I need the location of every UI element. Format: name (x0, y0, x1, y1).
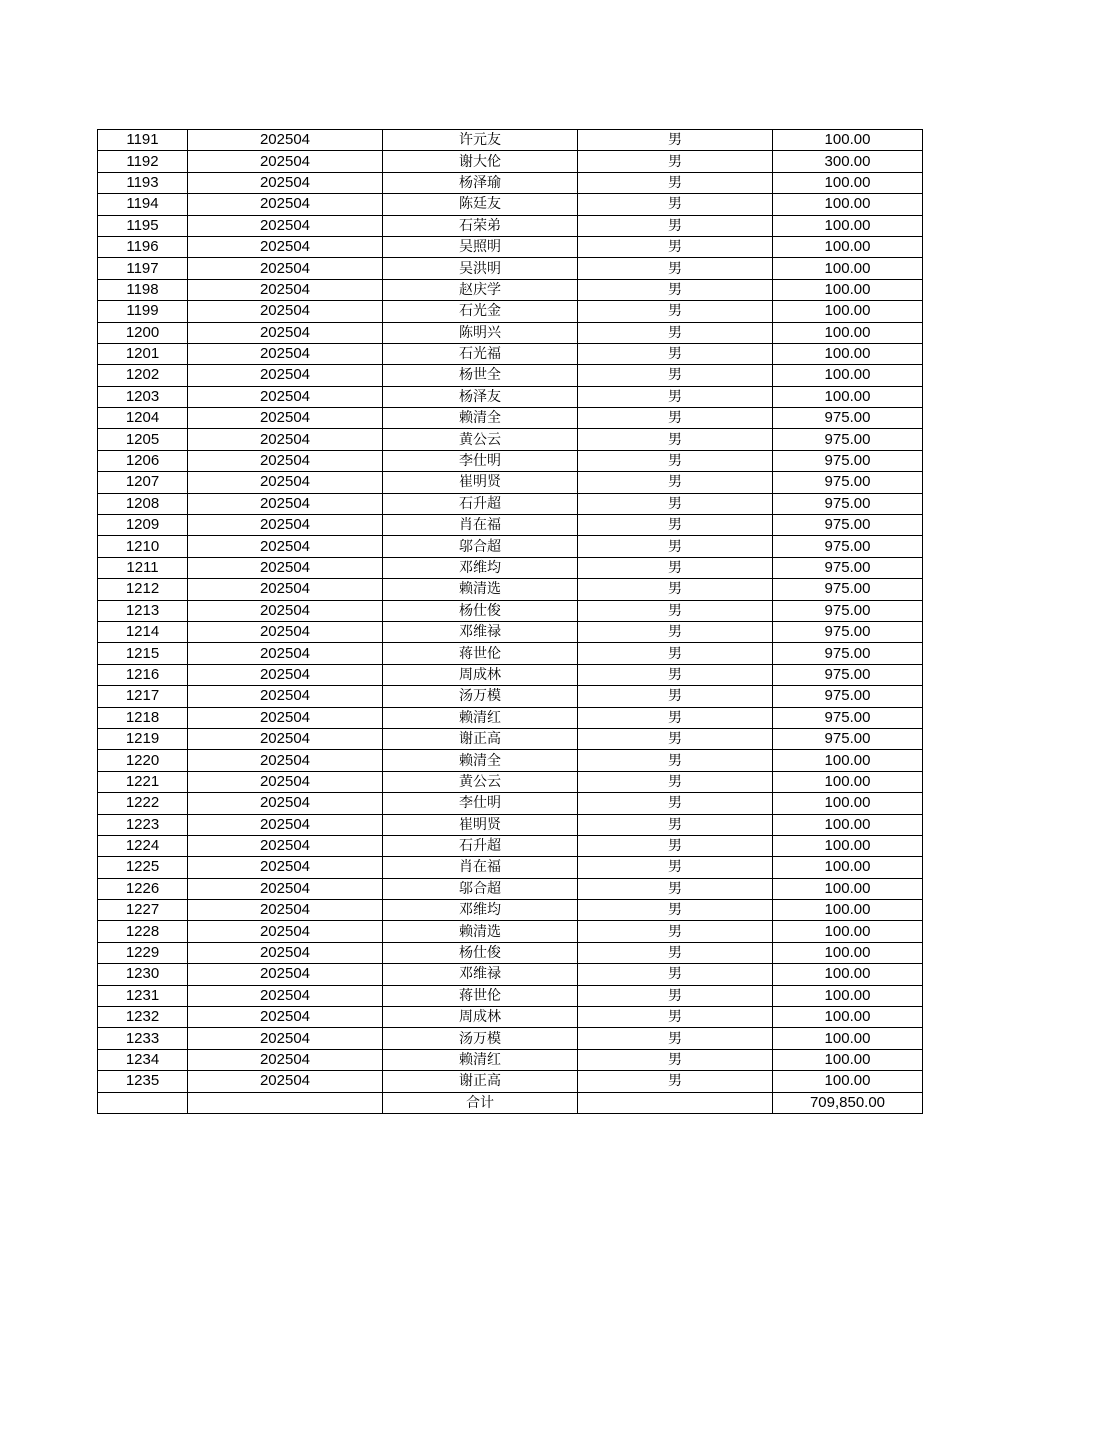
row-period: 202504 (188, 194, 383, 215)
row-period: 202504 (188, 236, 383, 257)
row-name: 黄公云 (383, 771, 578, 792)
table-row (98, 750, 923, 771)
row-amount: 100.00 (773, 793, 923, 814)
row-name: 赵庆学 (383, 279, 578, 300)
row-amount: 100.00 (773, 835, 923, 856)
row-index: 1207 (98, 472, 188, 493)
row-index: 1220 (98, 750, 188, 771)
row-period: 202504 (188, 386, 383, 407)
row-name: 蒋世伦 (383, 643, 578, 664)
payment-table (97, 129, 923, 1114)
row-period: 202504 (188, 343, 383, 364)
row-index: 1229 (98, 942, 188, 963)
table-row (98, 579, 923, 600)
table-row (98, 365, 923, 386)
row-index: 1232 (98, 1007, 188, 1028)
row-period: 202504 (188, 707, 383, 728)
row-period: 202504 (188, 365, 383, 386)
table-row (98, 301, 923, 322)
row-gender: 男 (578, 664, 773, 685)
row-period: 202504 (188, 450, 383, 471)
row-amount: 975.00 (773, 707, 923, 728)
row-gender: 男 (578, 900, 773, 921)
row-index: 1206 (98, 450, 188, 471)
table-row (98, 172, 923, 193)
table-body (98, 130, 923, 1093)
row-amount: 975.00 (773, 450, 923, 471)
row-period: 202504 (188, 878, 383, 899)
row-name: 石光金 (383, 301, 578, 322)
row-name: 邓维均 (383, 557, 578, 578)
row-name: 邓维均 (383, 900, 578, 921)
row-gender: 男 (578, 365, 773, 386)
row-name: 汤万模 (383, 686, 578, 707)
row-period: 202504 (188, 771, 383, 792)
row-amount: 975.00 (773, 472, 923, 493)
table-row (98, 964, 923, 985)
row-index: 1230 (98, 964, 188, 985)
table-row (98, 707, 923, 728)
row-period: 202504 (188, 1071, 383, 1092)
row-amount: 975.00 (773, 686, 923, 707)
row-index: 1228 (98, 921, 188, 942)
row-name: 吴洪明 (383, 258, 578, 279)
row-amount: 975.00 (773, 493, 923, 514)
row-period: 202504 (188, 322, 383, 343)
row-amount: 975.00 (773, 664, 923, 685)
table-row (98, 1049, 923, 1070)
row-period: 202504 (188, 279, 383, 300)
table-row (98, 429, 923, 450)
row-index: 1195 (98, 215, 188, 236)
row-amount: 975.00 (773, 557, 923, 578)
row-gender: 男 (578, 579, 773, 600)
row-amount: 100.00 (773, 964, 923, 985)
row-index: 1227 (98, 900, 188, 921)
row-gender: 男 (578, 130, 773, 151)
row-name: 崔明贤 (383, 814, 578, 835)
row-gender: 男 (578, 194, 773, 215)
row-gender: 男 (578, 1049, 773, 1070)
row-name: 石光福 (383, 343, 578, 364)
table-row (98, 921, 923, 942)
row-gender: 男 (578, 878, 773, 899)
row-amount: 975.00 (773, 728, 923, 749)
row-index: 1191 (98, 130, 188, 151)
table-row (98, 472, 923, 493)
row-gender: 男 (578, 1071, 773, 1092)
row-index: 1196 (98, 236, 188, 257)
row-gender: 男 (578, 236, 773, 257)
row-gender: 男 (578, 493, 773, 514)
row-period: 202504 (188, 643, 383, 664)
row-period: 202504 (188, 750, 383, 771)
table-row (98, 408, 923, 429)
row-index: 1199 (98, 301, 188, 322)
row-amount: 100.00 (773, 1007, 923, 1028)
row-gender: 男 (578, 835, 773, 856)
row-index: 1225 (98, 857, 188, 878)
row-gender: 男 (578, 728, 773, 749)
row-name: 邬合超 (383, 878, 578, 899)
row-name: 许元友 (383, 130, 578, 151)
row-amount: 975.00 (773, 408, 923, 429)
row-gender: 男 (578, 258, 773, 279)
table-row (98, 793, 923, 814)
row-amount: 975.00 (773, 429, 923, 450)
row-period: 202504 (188, 172, 383, 193)
row-index: 1201 (98, 343, 188, 364)
row-period: 202504 (188, 985, 383, 1006)
row-gender: 男 (578, 279, 773, 300)
row-amount: 100.00 (773, 857, 923, 878)
row-amount: 100.00 (773, 236, 923, 257)
row-period: 202504 (188, 900, 383, 921)
row-index: 1208 (98, 493, 188, 514)
row-gender: 男 (578, 985, 773, 1006)
row-name: 杨仕俊 (383, 600, 578, 621)
row-name: 李仕明 (383, 793, 578, 814)
row-amount: 975.00 (773, 643, 923, 664)
row-period: 202504 (188, 814, 383, 835)
row-amount: 100.00 (773, 771, 923, 792)
row-period: 202504 (188, 942, 383, 963)
row-period: 202504 (188, 408, 383, 429)
table-row (98, 450, 923, 471)
row-amount: 100.00 (773, 1049, 923, 1070)
row-name: 周成林 (383, 664, 578, 685)
row-name: 石荣弟 (383, 215, 578, 236)
row-index: 1217 (98, 686, 188, 707)
row-name: 邬合超 (383, 536, 578, 557)
row-index: 1231 (98, 985, 188, 1006)
table-row (98, 343, 923, 364)
row-period: 202504 (188, 600, 383, 621)
row-name: 赖清全 (383, 750, 578, 771)
row-gender: 男 (578, 600, 773, 621)
row-index: 1234 (98, 1049, 188, 1070)
row-period: 202504 (188, 1049, 383, 1070)
table-row (98, 236, 923, 257)
table-row (98, 878, 923, 899)
row-name: 蒋世伦 (383, 985, 578, 1006)
row-period: 202504 (188, 964, 383, 985)
table-row (98, 557, 923, 578)
row-gender: 男 (578, 621, 773, 642)
table-row (98, 621, 923, 642)
row-name: 石升超 (383, 835, 578, 856)
row-name: 谢正高 (383, 1071, 578, 1092)
row-index: 1233 (98, 1028, 188, 1049)
row-name: 吴照明 (383, 236, 578, 257)
row-gender: 男 (578, 557, 773, 578)
table-row (98, 130, 923, 151)
row-name: 崔明贤 (383, 472, 578, 493)
row-gender: 男 (578, 1007, 773, 1028)
row-amount: 100.00 (773, 343, 923, 364)
total-amount: 709,850.00 (773, 1092, 923, 1113)
row-name: 陈廷友 (383, 194, 578, 215)
row-period: 202504 (188, 151, 383, 172)
row-period: 202504 (188, 429, 383, 450)
row-index: 1197 (98, 258, 188, 279)
table-row (98, 515, 923, 536)
row-name: 杨泽瑜 (383, 172, 578, 193)
row-name: 杨仕俊 (383, 942, 578, 963)
row-period: 202504 (188, 472, 383, 493)
row-period: 202504 (188, 835, 383, 856)
row-period: 202504 (188, 621, 383, 642)
row-index: 1219 (98, 728, 188, 749)
row-period: 202504 (188, 258, 383, 279)
row-period: 202504 (188, 301, 383, 322)
row-amount: 100.00 (773, 921, 923, 942)
table-row (98, 985, 923, 1006)
row-gender: 男 (578, 151, 773, 172)
row-name: 邓维禄 (383, 964, 578, 985)
table-row (98, 942, 923, 963)
row-period: 202504 (188, 686, 383, 707)
row-period: 202504 (188, 1007, 383, 1028)
row-index: 1212 (98, 579, 188, 600)
row-period: 202504 (188, 857, 383, 878)
row-name: 李仕明 (383, 450, 578, 471)
row-gender: 男 (578, 408, 773, 429)
row-gender: 男 (578, 707, 773, 728)
table-row (98, 664, 923, 685)
row-gender: 男 (578, 814, 773, 835)
row-name: 邓维禄 (383, 621, 578, 642)
row-index: 1203 (98, 386, 188, 407)
row-index: 1211 (98, 557, 188, 578)
row-period: 202504 (188, 579, 383, 600)
table-row (98, 151, 923, 172)
row-index: 1226 (98, 878, 188, 899)
row-amount: 300.00 (773, 151, 923, 172)
row-name: 汤万模 (383, 1028, 578, 1049)
row-name: 肖在福 (383, 515, 578, 536)
row-amount: 975.00 (773, 515, 923, 536)
row-period: 202504 (188, 664, 383, 685)
row-name: 黄公云 (383, 429, 578, 450)
total-index-cell (98, 1092, 188, 1113)
total-gender-cell (578, 1092, 773, 1113)
total-row (98, 1092, 923, 1113)
row-amount: 975.00 (773, 536, 923, 557)
row-gender: 男 (578, 793, 773, 814)
row-gender: 男 (578, 450, 773, 471)
row-period: 202504 (188, 793, 383, 814)
row-amount: 100.00 (773, 942, 923, 963)
row-amount: 100.00 (773, 322, 923, 343)
row-amount: 100.00 (773, 215, 923, 236)
row-amount: 100.00 (773, 750, 923, 771)
row-amount: 100.00 (773, 301, 923, 322)
row-name: 赖清红 (383, 1049, 578, 1070)
row-name: 赖清选 (383, 921, 578, 942)
table-row (98, 1007, 923, 1028)
row-amount: 100.00 (773, 258, 923, 279)
row-gender: 男 (578, 942, 773, 963)
row-index: 1205 (98, 429, 188, 450)
row-amount: 100.00 (773, 985, 923, 1006)
row-gender: 男 (578, 343, 773, 364)
row-gender: 男 (578, 1028, 773, 1049)
table-row (98, 279, 923, 300)
row-index: 1215 (98, 643, 188, 664)
row-amount: 100.00 (773, 130, 923, 151)
row-index: 1213 (98, 600, 188, 621)
row-index: 1218 (98, 707, 188, 728)
row-index: 1214 (98, 621, 188, 642)
table-row (98, 536, 923, 557)
row-amount: 100.00 (773, 365, 923, 386)
row-name: 赖清全 (383, 408, 578, 429)
row-index: 1221 (98, 771, 188, 792)
row-period: 202504 (188, 557, 383, 578)
row-gender: 男 (578, 322, 773, 343)
row-name: 石升超 (383, 493, 578, 514)
row-amount: 100.00 (773, 814, 923, 835)
table-row (98, 258, 923, 279)
row-amount: 100.00 (773, 386, 923, 407)
row-index: 1224 (98, 835, 188, 856)
table-row (98, 215, 923, 236)
row-amount: 100.00 (773, 194, 923, 215)
row-gender: 男 (578, 215, 773, 236)
table-row (98, 686, 923, 707)
row-name: 杨泽友 (383, 386, 578, 407)
total-period-cell (188, 1092, 383, 1113)
row-name: 陈明兴 (383, 322, 578, 343)
row-amount: 100.00 (773, 878, 923, 899)
row-name: 肖在福 (383, 857, 578, 878)
row-gender: 男 (578, 964, 773, 985)
row-period: 202504 (188, 493, 383, 514)
row-name: 谢正高 (383, 728, 578, 749)
row-gender: 男 (578, 921, 773, 942)
row-index: 1210 (98, 536, 188, 557)
table-row (98, 728, 923, 749)
row-index: 1235 (98, 1071, 188, 1092)
row-gender: 男 (578, 172, 773, 193)
row-gender: 男 (578, 643, 773, 664)
row-index: 1216 (98, 664, 188, 685)
row-period: 202504 (188, 515, 383, 536)
row-gender: 男 (578, 386, 773, 407)
row-period: 202504 (188, 728, 383, 749)
row-gender: 男 (578, 301, 773, 322)
table-row (98, 814, 923, 835)
row-name: 赖清红 (383, 707, 578, 728)
row-period: 202504 (188, 130, 383, 151)
row-period: 202504 (188, 536, 383, 557)
row-index: 1192 (98, 151, 188, 172)
row-amount: 975.00 (773, 600, 923, 621)
table-row (98, 600, 923, 621)
row-index: 1204 (98, 408, 188, 429)
row-gender: 男 (578, 515, 773, 536)
row-index: 1202 (98, 365, 188, 386)
row-index: 1193 (98, 172, 188, 193)
row-gender: 男 (578, 472, 773, 493)
row-amount: 100.00 (773, 279, 923, 300)
row-amount: 100.00 (773, 1028, 923, 1049)
row-amount: 975.00 (773, 621, 923, 642)
row-amount: 100.00 (773, 1071, 923, 1092)
row-period: 202504 (188, 215, 383, 236)
table-row (98, 493, 923, 514)
row-name: 赖清选 (383, 579, 578, 600)
table-row (98, 771, 923, 792)
row-gender: 男 (578, 429, 773, 450)
table-row (98, 194, 923, 215)
row-gender: 男 (578, 536, 773, 557)
row-amount: 975.00 (773, 579, 923, 600)
table-row (98, 857, 923, 878)
table-row (98, 643, 923, 664)
table-row (98, 386, 923, 407)
row-gender: 男 (578, 857, 773, 878)
row-index: 1223 (98, 814, 188, 835)
row-index: 1209 (98, 515, 188, 536)
table-row (98, 900, 923, 921)
row-gender: 男 (578, 771, 773, 792)
row-period: 202504 (188, 1028, 383, 1049)
row-period: 202504 (188, 921, 383, 942)
row-name: 谢大伦 (383, 151, 578, 172)
table-row (98, 835, 923, 856)
row-gender: 男 (578, 750, 773, 771)
row-index: 1222 (98, 793, 188, 814)
row-name: 周成林 (383, 1007, 578, 1028)
row-amount: 100.00 (773, 172, 923, 193)
total-label: 合计 (383, 1092, 578, 1113)
table-row (98, 322, 923, 343)
row-name: 杨世全 (383, 365, 578, 386)
table-row (98, 1028, 923, 1049)
row-index: 1194 (98, 194, 188, 215)
row-gender: 男 (578, 686, 773, 707)
row-amount: 100.00 (773, 900, 923, 921)
row-index: 1200 (98, 322, 188, 343)
table-row (98, 1071, 923, 1092)
row-index: 1198 (98, 279, 188, 300)
